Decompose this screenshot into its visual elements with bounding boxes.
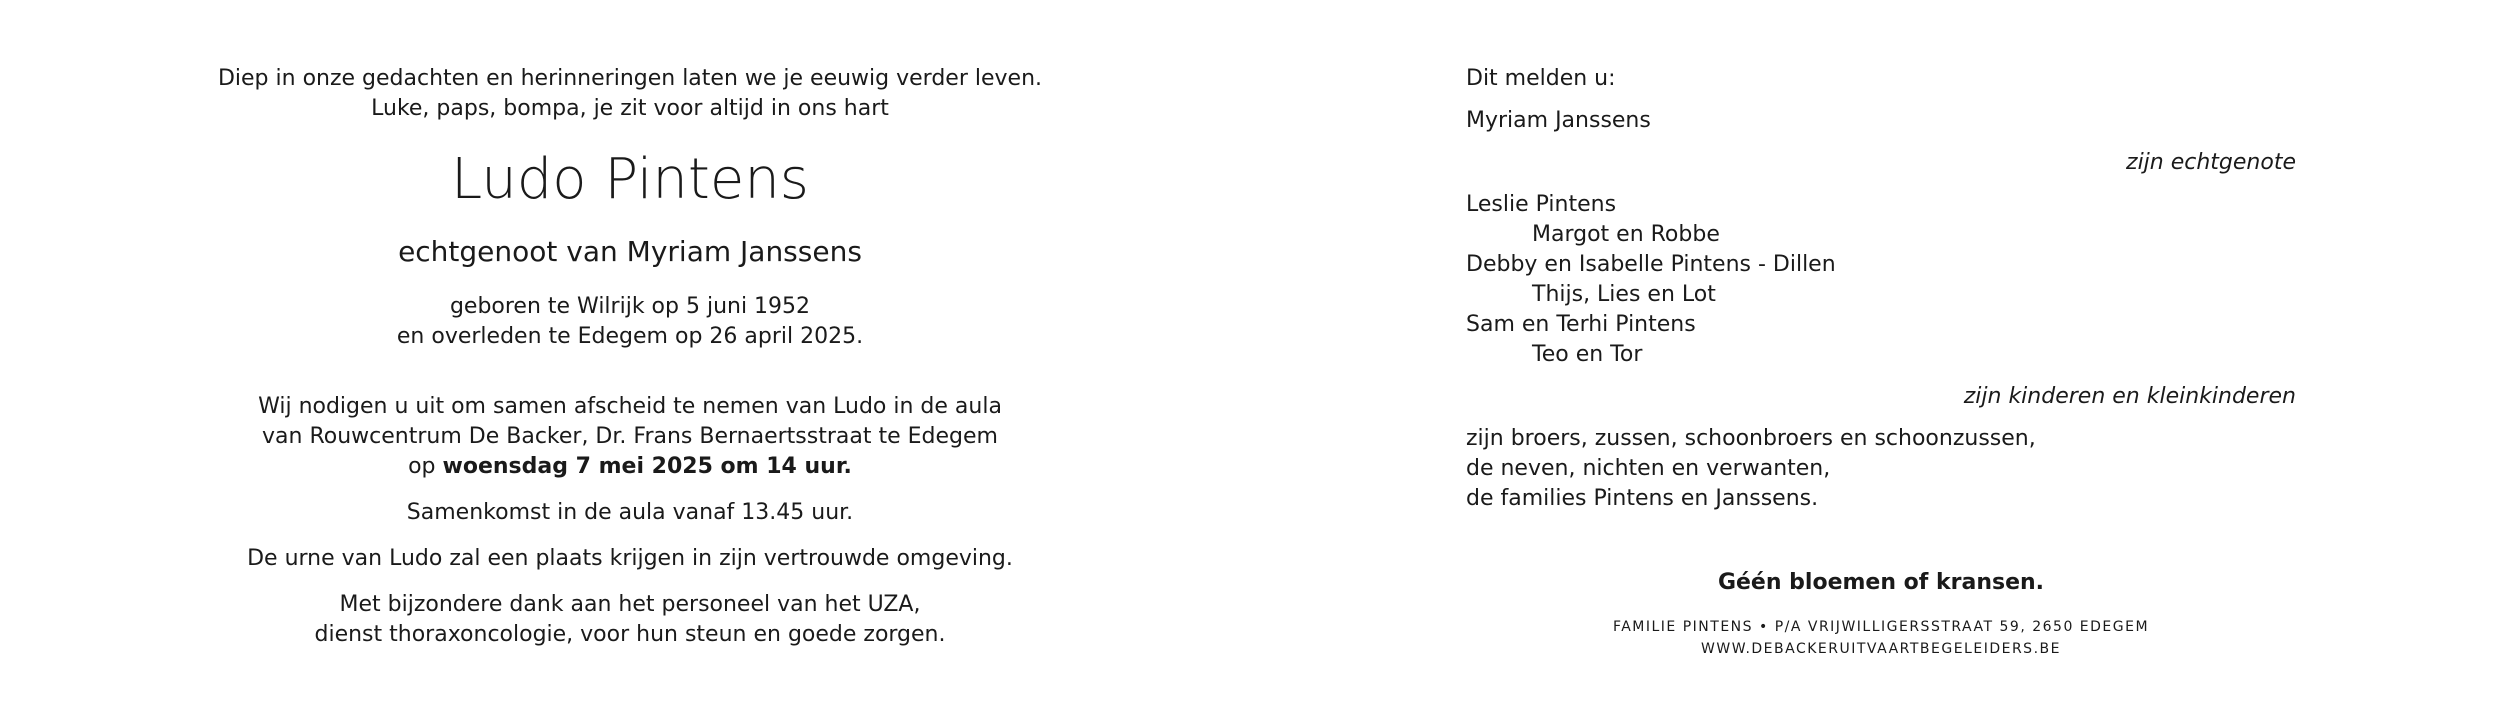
grandchild-line: Teo en Tor	[1532, 342, 1643, 367]
intro-line: Dit melden u:	[1466, 66, 1616, 91]
child-line: Leslie Pintens	[1466, 192, 1617, 217]
children-list	[1466, 190, 2296, 370]
children-role: zijn kinderen en kleinkinderen	[1963, 384, 2296, 409]
thanks-line-1: Met bijzondere dank aan het personeel van het UZA,	[339, 592, 921, 617]
urn-line: De urne van Ludo zal een plaats krijgen in zijn vertrouwde omgeving.	[247, 546, 1013, 571]
invite-line-1: Wij nodigen u uit om samen afscheid te nemen van Ludo in de aula	[258, 394, 1002, 419]
no-flowers-notice: Géén bloemen of kransen.	[1717, 570, 2045, 595]
spouse-role: zijn echtgenote	[2126, 150, 2296, 175]
right-panel	[1466, 0, 2296, 721]
child-line: Sam en Terhi Pintens	[1466, 312, 1696, 337]
deceased-name: Ludo Pintens	[451, 147, 809, 212]
birth-line: geboren te Wilrijk op 5 juni 1952	[449, 294, 811, 319]
invite-line-2: van Rouwcentrum De Backer, Dr. Frans Bernaertsstraat te Edegem	[262, 424, 998, 449]
family-line-3: de families Pintens en Janssens.	[1466, 486, 1819, 511]
funeral-website: WWW.DEBACKERUITVAARTBEGELEIDERS.BE	[1701, 641, 2061, 657]
death-line: en overleden te Edegem op 26 april 2025.	[396, 324, 864, 349]
family-line-2: de neven, nichten en verwanten,	[1466, 456, 1831, 481]
invite-line-3	[0, 452, 1260, 482]
child-line: Debby en Isabelle Pintens - Dillen	[1466, 252, 1836, 277]
thanks-line-2: dienst thoraxoncologie, voor hun steun en goede zorgen.	[314, 622, 946, 647]
invite-prefix: op	[408, 454, 443, 479]
motto-line-1: Diep in onze gedachten en herinneringen laten we je eeuwig verder leven.	[217, 66, 1043, 91]
spouse-name: Myriam Janssens	[1466, 108, 1651, 133]
gathering-line: Samenkomst in de aula vanaf 13.45 uur.	[406, 500, 854, 525]
grandchild-line: Margot en Robbe	[1532, 222, 1720, 247]
spouse-line: echtgenoot van Myriam Janssens	[398, 235, 862, 268]
invite-date: woensdag 7 mei 2025 om 14 uur.	[442, 454, 852, 479]
grandchild-line: Thijs, Lies en Lot	[1532, 282, 1716, 307]
family-line-1: zijn broers, zussen, schoonbroers en schoonzussen,	[1466, 426, 2036, 451]
motto-line-2: Luke, paps, bompa, je zit voor altijd in ons hart	[371, 96, 889, 121]
family-address: FAMILIE PINTENS • P/A VRIJWILLIGERSSTRAAT 59, 2650 EDEGEM	[1612, 619, 2150, 635]
